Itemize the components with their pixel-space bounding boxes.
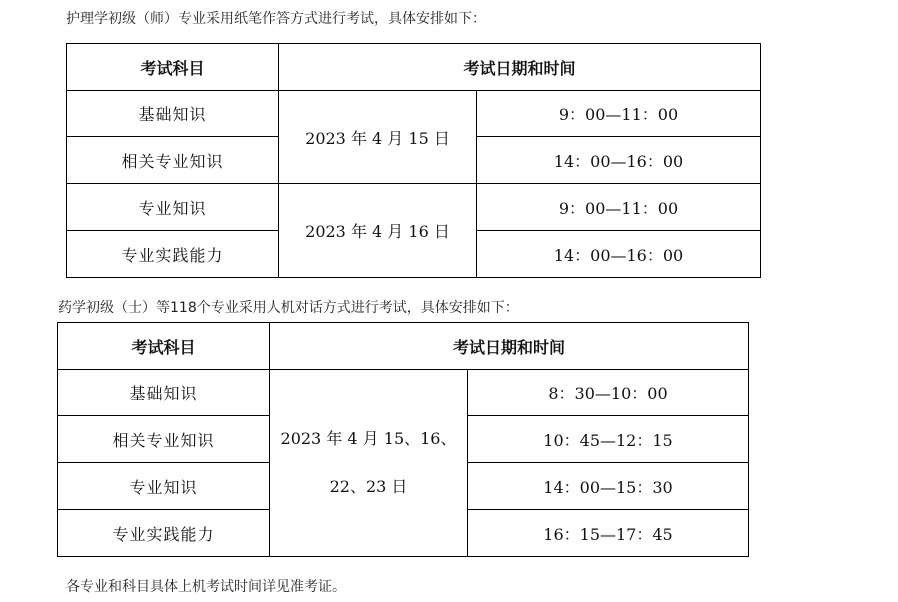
subject-cell: 基础知识 [67, 91, 279, 137]
time-cell: 14：00—15：30 [468, 463, 749, 510]
subject-cell: 相关专业知识 [67, 137, 279, 184]
date-line-1: 2023 年 4 月 15、16、 [280, 429, 457, 448]
header-time: 考试日期和时间 [279, 44, 761, 91]
date-cell: 2023 年 4 月 15 日 [279, 91, 477, 184]
time-cell: 10：45—12：15 [468, 416, 749, 463]
subject-cell: 专业知识 [67, 184, 279, 231]
date-line-2: 22、23 日 [329, 477, 408, 496]
intro-paragraph-2: 药学初级（士）等118个专业采用人机对话方式进行考试，具体安排如下： [58, 300, 519, 316]
header-time: 考试日期和时间 [270, 323, 749, 370]
subject-cell: 基础知识 [58, 370, 270, 416]
time-cell: 14：00—16：00 [477, 231, 761, 278]
footer-note: 各专业和科目具体上机考试时间详见准考证。 [66, 579, 346, 595]
time-cell: 16：15—17：45 [468, 510, 749, 557]
header-subject: 考试科目 [67, 44, 279, 91]
time-cell: 14：00—16：00 [477, 137, 761, 184]
date-cell: 2023 年 4 月 16 日 [279, 184, 477, 278]
exam-schedule-table-2 [57, 322, 749, 557]
time-cell: 9：00—11：00 [477, 184, 761, 231]
time-cell: 9：00—11：00 [477, 91, 761, 137]
subject-cell: 相关专业知识 [58, 416, 270, 463]
date-cell [270, 370, 468, 557]
subject-cell: 专业知识 [58, 463, 270, 510]
subject-cell: 专业实践能力 [67, 231, 279, 278]
subject-cell: 专业实践能力 [58, 510, 270, 557]
exam-schedule-table-1 [66, 43, 761, 278]
header-subject: 考试科目 [58, 323, 270, 370]
intro-paragraph-1: 护理学初级（师）专业采用纸笔作答方式进行考试，具体安排如下： [66, 11, 486, 27]
time-cell: 8：30—10：00 [468, 370, 749, 416]
